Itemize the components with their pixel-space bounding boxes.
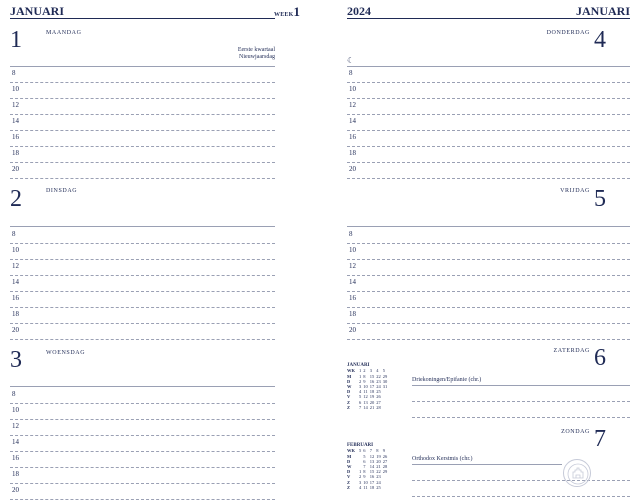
hour-label: 8 — [349, 230, 353, 238]
hour-label: 10 — [349, 85, 356, 93]
mini-calendar-cell: 6 — [363, 458, 366, 464]
hour-label: 10 — [349, 246, 356, 254]
mini-calendar-cell: 11 — [363, 389, 368, 395]
mini-calendar-cell: M — [347, 453, 352, 459]
mini-calendar-cell: 25 — [376, 484, 381, 490]
mini-calendar-cell: 29 — [382, 469, 388, 475]
hour-line — [347, 259, 630, 260]
day-name: MAANDAG — [46, 30, 82, 36]
mini-calendar-cell: 1 — [359, 469, 362, 475]
mini-calendar-cell: 31 — [382, 383, 388, 389]
emblem-icon — [563, 459, 591, 487]
mini-calendar-cell: 4 — [376, 368, 379, 374]
hour-label: 20 — [12, 165, 19, 173]
mini-calendar-cell: 9 — [382, 448, 386, 454]
mini-calendar-cell: 9 — [363, 378, 366, 384]
mini-calendar-cell: WK — [347, 448, 356, 454]
mini-calendar-cell: 2 — [363, 368, 366, 374]
hour-label: 10 — [12, 85, 19, 93]
mini-calendar-cell: 2 — [359, 378, 362, 384]
mini-calendar-grid — [347, 368, 389, 410]
hour-line — [412, 385, 630, 386]
month-title: JANUARI — [576, 4, 630, 18]
mini-calendar-cell: 5 — [382, 368, 386, 374]
day-number: 6 — [594, 345, 606, 371]
mini-calendar-cell: 24 — [376, 479, 381, 485]
week-indicator — [274, 4, 300, 20]
hour-label: 18 — [12, 310, 19, 318]
mini-calendar-cell: 6 — [359, 399, 362, 405]
hour-line — [347, 66, 630, 67]
mini-calendar-cell: 21 — [376, 463, 381, 469]
right-header — [347, 4, 630, 18]
note-line: Nieuwjaarsdag — [239, 54, 275, 60]
mini-calendar-cell: Z — [347, 484, 351, 490]
day-number: 3 — [10, 347, 22, 373]
hour-line — [10, 499, 275, 500]
mini-calendar-cell: 22 — [376, 373, 381, 379]
mini-calendar-cell: 6 — [363, 448, 366, 454]
mini-calendar-cell: 15 — [369, 469, 375, 475]
hour-label: 8 — [12, 390, 16, 398]
hour-label: 20 — [12, 326, 19, 334]
mini-calendar-cell: 8 — [363, 469, 366, 475]
mini-calendar-cell: D — [347, 458, 351, 464]
hour-line — [10, 162, 275, 163]
holiday-note: Orthodox Kerstmis (chr.) — [412, 456, 473, 462]
mini-calendar-cell: 1 — [359, 373, 362, 379]
hour-line — [347, 162, 630, 163]
hour-label: 16 — [12, 133, 19, 141]
hour-line — [10, 114, 275, 115]
hour-line — [10, 403, 275, 404]
hour-label: 12 — [349, 262, 356, 270]
hour-label: 8 — [12, 69, 16, 77]
mini-calendar-cell: D — [347, 378, 351, 384]
mini-calendar-cell: 7 — [363, 463, 366, 469]
hour-label: 18 — [12, 149, 19, 157]
hour-label: 14 — [349, 117, 356, 125]
hour-line — [347, 98, 630, 99]
hour-line — [347, 243, 630, 244]
mini-calendar-cell: D — [347, 469, 351, 475]
mini-calendar-cell: 7 — [369, 448, 373, 454]
day-note — [205, 47, 275, 61]
hour-line — [347, 146, 630, 147]
week-label: WEEK — [274, 12, 294, 18]
mini-calendar-cell: 12 — [363, 394, 368, 400]
left-page — [0, 0, 300, 503]
mini-calendar-cell: Z — [347, 479, 351, 485]
mini-calendar-cell: 5 — [359, 448, 362, 454]
mini-calendar-february — [347, 443, 389, 490]
left-header — [10, 4, 300, 18]
mini-calendar-cell: D — [347, 389, 351, 395]
hour-line — [10, 307, 275, 308]
hour-line — [10, 82, 275, 83]
mini-calendar-cell: 10 — [363, 383, 368, 389]
day-name: WOENSDAG — [46, 350, 86, 356]
year-title: 2024 — [347, 4, 371, 18]
mini-calendar-cell: 8 — [376, 448, 379, 454]
mini-calendar-cell: 17 — [369, 479, 375, 485]
hour-label: 20 — [349, 165, 356, 173]
hour-label: 16 — [12, 294, 19, 302]
mini-calendar-cell: 20 — [369, 399, 375, 405]
hour-line — [10, 178, 275, 179]
mini-calendar-cell: 20 — [376, 458, 381, 464]
mini-calendar-title: FEBRUARI — [347, 443, 374, 448]
mini-calendar-cell: 4 — [359, 484, 362, 490]
mini-calendar-cell: 27 — [376, 399, 381, 405]
mini-calendar-cell: 27 — [382, 458, 388, 464]
mini-calendar-cell: 29 — [382, 373, 388, 379]
hour-label: 8 — [349, 69, 353, 77]
moon-phase-icon: ☾ — [347, 56, 355, 65]
mini-calendar-cell: Z — [347, 399, 351, 405]
day-number: 1 — [10, 27, 22, 53]
hour-line — [10, 259, 275, 260]
mini-calendar-cell: 17 — [369, 383, 375, 389]
mini-calendar-cell: 18 — [369, 484, 375, 490]
hour-line — [412, 496, 630, 497]
mini-calendar-cell — [383, 405, 390, 410]
hour-label: 10 — [12, 406, 19, 414]
mini-calendar-cell: 28 — [376, 404, 381, 410]
hour-label: 12 — [12, 101, 19, 109]
hour-line — [347, 114, 630, 115]
mini-calendar-cell: 8 — [363, 373, 366, 379]
hour-line — [10, 243, 275, 244]
hour-label: 14 — [12, 117, 19, 125]
mini-calendar-cell: 22 — [376, 469, 381, 475]
hour-line — [10, 291, 275, 292]
mini-calendar-cell: 14 — [363, 404, 368, 410]
hour-line — [10, 323, 275, 324]
mini-calendar-title: JANUARI — [347, 363, 370, 368]
hour-line — [412, 464, 562, 465]
mini-calendar-cell: 26 — [382, 453, 388, 459]
hour-line — [347, 307, 630, 308]
mini-calendar-cell: 16 — [369, 474, 375, 480]
hour-label: 12 — [12, 422, 19, 430]
mini-calendar-cell: 21 — [369, 404, 375, 410]
mini-calendar-cell: 23 — [376, 474, 381, 480]
mini-calendar-cell: 16 — [369, 378, 375, 384]
mini-calendar-cell: W — [347, 463, 352, 469]
header-divider — [347, 18, 630, 19]
month-title: JANUARI — [10, 4, 64, 18]
mini-calendar-grid — [347, 448, 389, 490]
hour-label: 18 — [349, 310, 356, 318]
hour-line — [347, 226, 630, 227]
mini-calendar-cell: 10 — [363, 479, 368, 485]
hour-line — [347, 178, 630, 179]
hour-line — [347, 82, 630, 83]
mini-calendar-cell: 15 — [369, 373, 375, 379]
hour-label: 20 — [349, 326, 356, 334]
day-name: ZONDAG — [561, 429, 590, 435]
day-name: DONDERDAG — [546, 30, 590, 36]
mini-calendar-cell: 24 — [376, 383, 381, 389]
mini-calendar-cell: WK — [347, 368, 356, 374]
mini-calendar-cell: 3 — [369, 368, 373, 374]
mini-calendar-cell: 3 — [359, 383, 362, 389]
hour-line — [412, 480, 630, 481]
hour-label: 16 — [349, 133, 356, 141]
mini-calendar-cell: 18 — [369, 389, 375, 395]
hour-line — [10, 275, 275, 276]
hour-line — [10, 98, 275, 99]
mini-calendar-cell: 5 — [359, 394, 362, 400]
holiday-note: Driekoningen/Epifanie (chr.) — [412, 377, 482, 383]
mini-calendar-cell: 25 — [376, 389, 381, 395]
hour-line — [347, 275, 630, 276]
hour-line — [10, 467, 275, 468]
mini-calendar-cell: 19 — [369, 394, 375, 400]
mini-calendar-cell: 7 — [359, 404, 362, 410]
mini-calendar-cell: 13 — [369, 458, 375, 464]
mini-calendar-cell: 12 — [369, 453, 375, 459]
hour-label: 10 — [12, 246, 19, 254]
day-number: 2 — [10, 186, 22, 212]
hour-line — [347, 291, 630, 292]
mini-calendar-cell — [383, 485, 390, 490]
hour-line — [10, 435, 275, 436]
mini-calendar-cell: 19 — [376, 453, 381, 459]
header-divider — [10, 18, 275, 19]
hour-label: 16 — [12, 454, 19, 462]
day-number: 7 — [594, 426, 606, 452]
hour-line — [412, 417, 630, 418]
hour-label: 12 — [349, 101, 356, 109]
hour-label: 14 — [12, 278, 19, 286]
emblem-graphic — [564, 460, 592, 488]
mini-calendar-cell: 11 — [363, 484, 368, 490]
right-page — [320, 0, 630, 503]
mini-calendar-cell: 4 — [359, 389, 362, 395]
hour-line — [10, 451, 275, 452]
mini-calendar-cell: 1 — [359, 368, 362, 374]
mini-calendar-cell: V — [347, 394, 351, 400]
hour-label: 16 — [349, 294, 356, 302]
mini-calendar-cell: 9 — [363, 474, 366, 480]
day-number: 4 — [594, 27, 606, 53]
day-number: 5 — [594, 186, 606, 212]
hour-line — [10, 226, 275, 227]
mini-calendar-cell: 13 — [363, 399, 368, 405]
mini-calendar-cell: M — [347, 373, 352, 379]
mini-calendar-cell: 23 — [376, 378, 381, 384]
mini-calendar-cell: 3 — [359, 479, 362, 485]
week-number: 1 — [293, 4, 300, 19]
hour-line — [10, 146, 275, 147]
mini-calendar-cell: W — [347, 383, 352, 389]
hour-line — [347, 130, 630, 131]
hour-label: 14 — [12, 438, 19, 446]
mini-calendar-january — [347, 363, 389, 410]
hour-label: 18 — [12, 470, 19, 478]
hour-line — [10, 483, 275, 484]
day-name: VRIJDAG — [560, 188, 590, 194]
hour-label: 20 — [12, 486, 19, 494]
hour-line — [10, 66, 275, 67]
hour-line — [347, 339, 630, 340]
mini-calendar-cell: V — [347, 474, 351, 480]
hour-label: 14 — [349, 278, 356, 286]
hour-line — [10, 419, 275, 420]
note-line: Eerste kwartaal — [237, 47, 275, 53]
hour-line — [347, 323, 630, 324]
mini-calendar-cell: Z — [347, 404, 351, 410]
hour-label: 8 — [12, 230, 16, 238]
hour-label: 12 — [12, 262, 19, 270]
hour-line — [10, 130, 275, 131]
hour-line — [10, 339, 275, 340]
hour-line — [412, 401, 630, 402]
mini-calendar-cell: 26 — [376, 394, 381, 400]
mini-calendar-cell: 5 — [363, 453, 366, 459]
mini-calendar-cell: 28 — [382, 463, 388, 469]
mini-calendar-cell: 14 — [369, 463, 375, 469]
hour-line — [10, 386, 275, 387]
mini-calendar-row — [347, 485, 389, 490]
hour-label: 18 — [349, 149, 356, 157]
mini-calendar-cell: 30 — [382, 378, 388, 384]
day-name: DINSDAG — [46, 188, 78, 194]
mini-calendar-cell: 2 — [359, 474, 362, 480]
mini-calendar-row — [347, 405, 389, 410]
day-name: ZATERDAG — [553, 348, 590, 354]
